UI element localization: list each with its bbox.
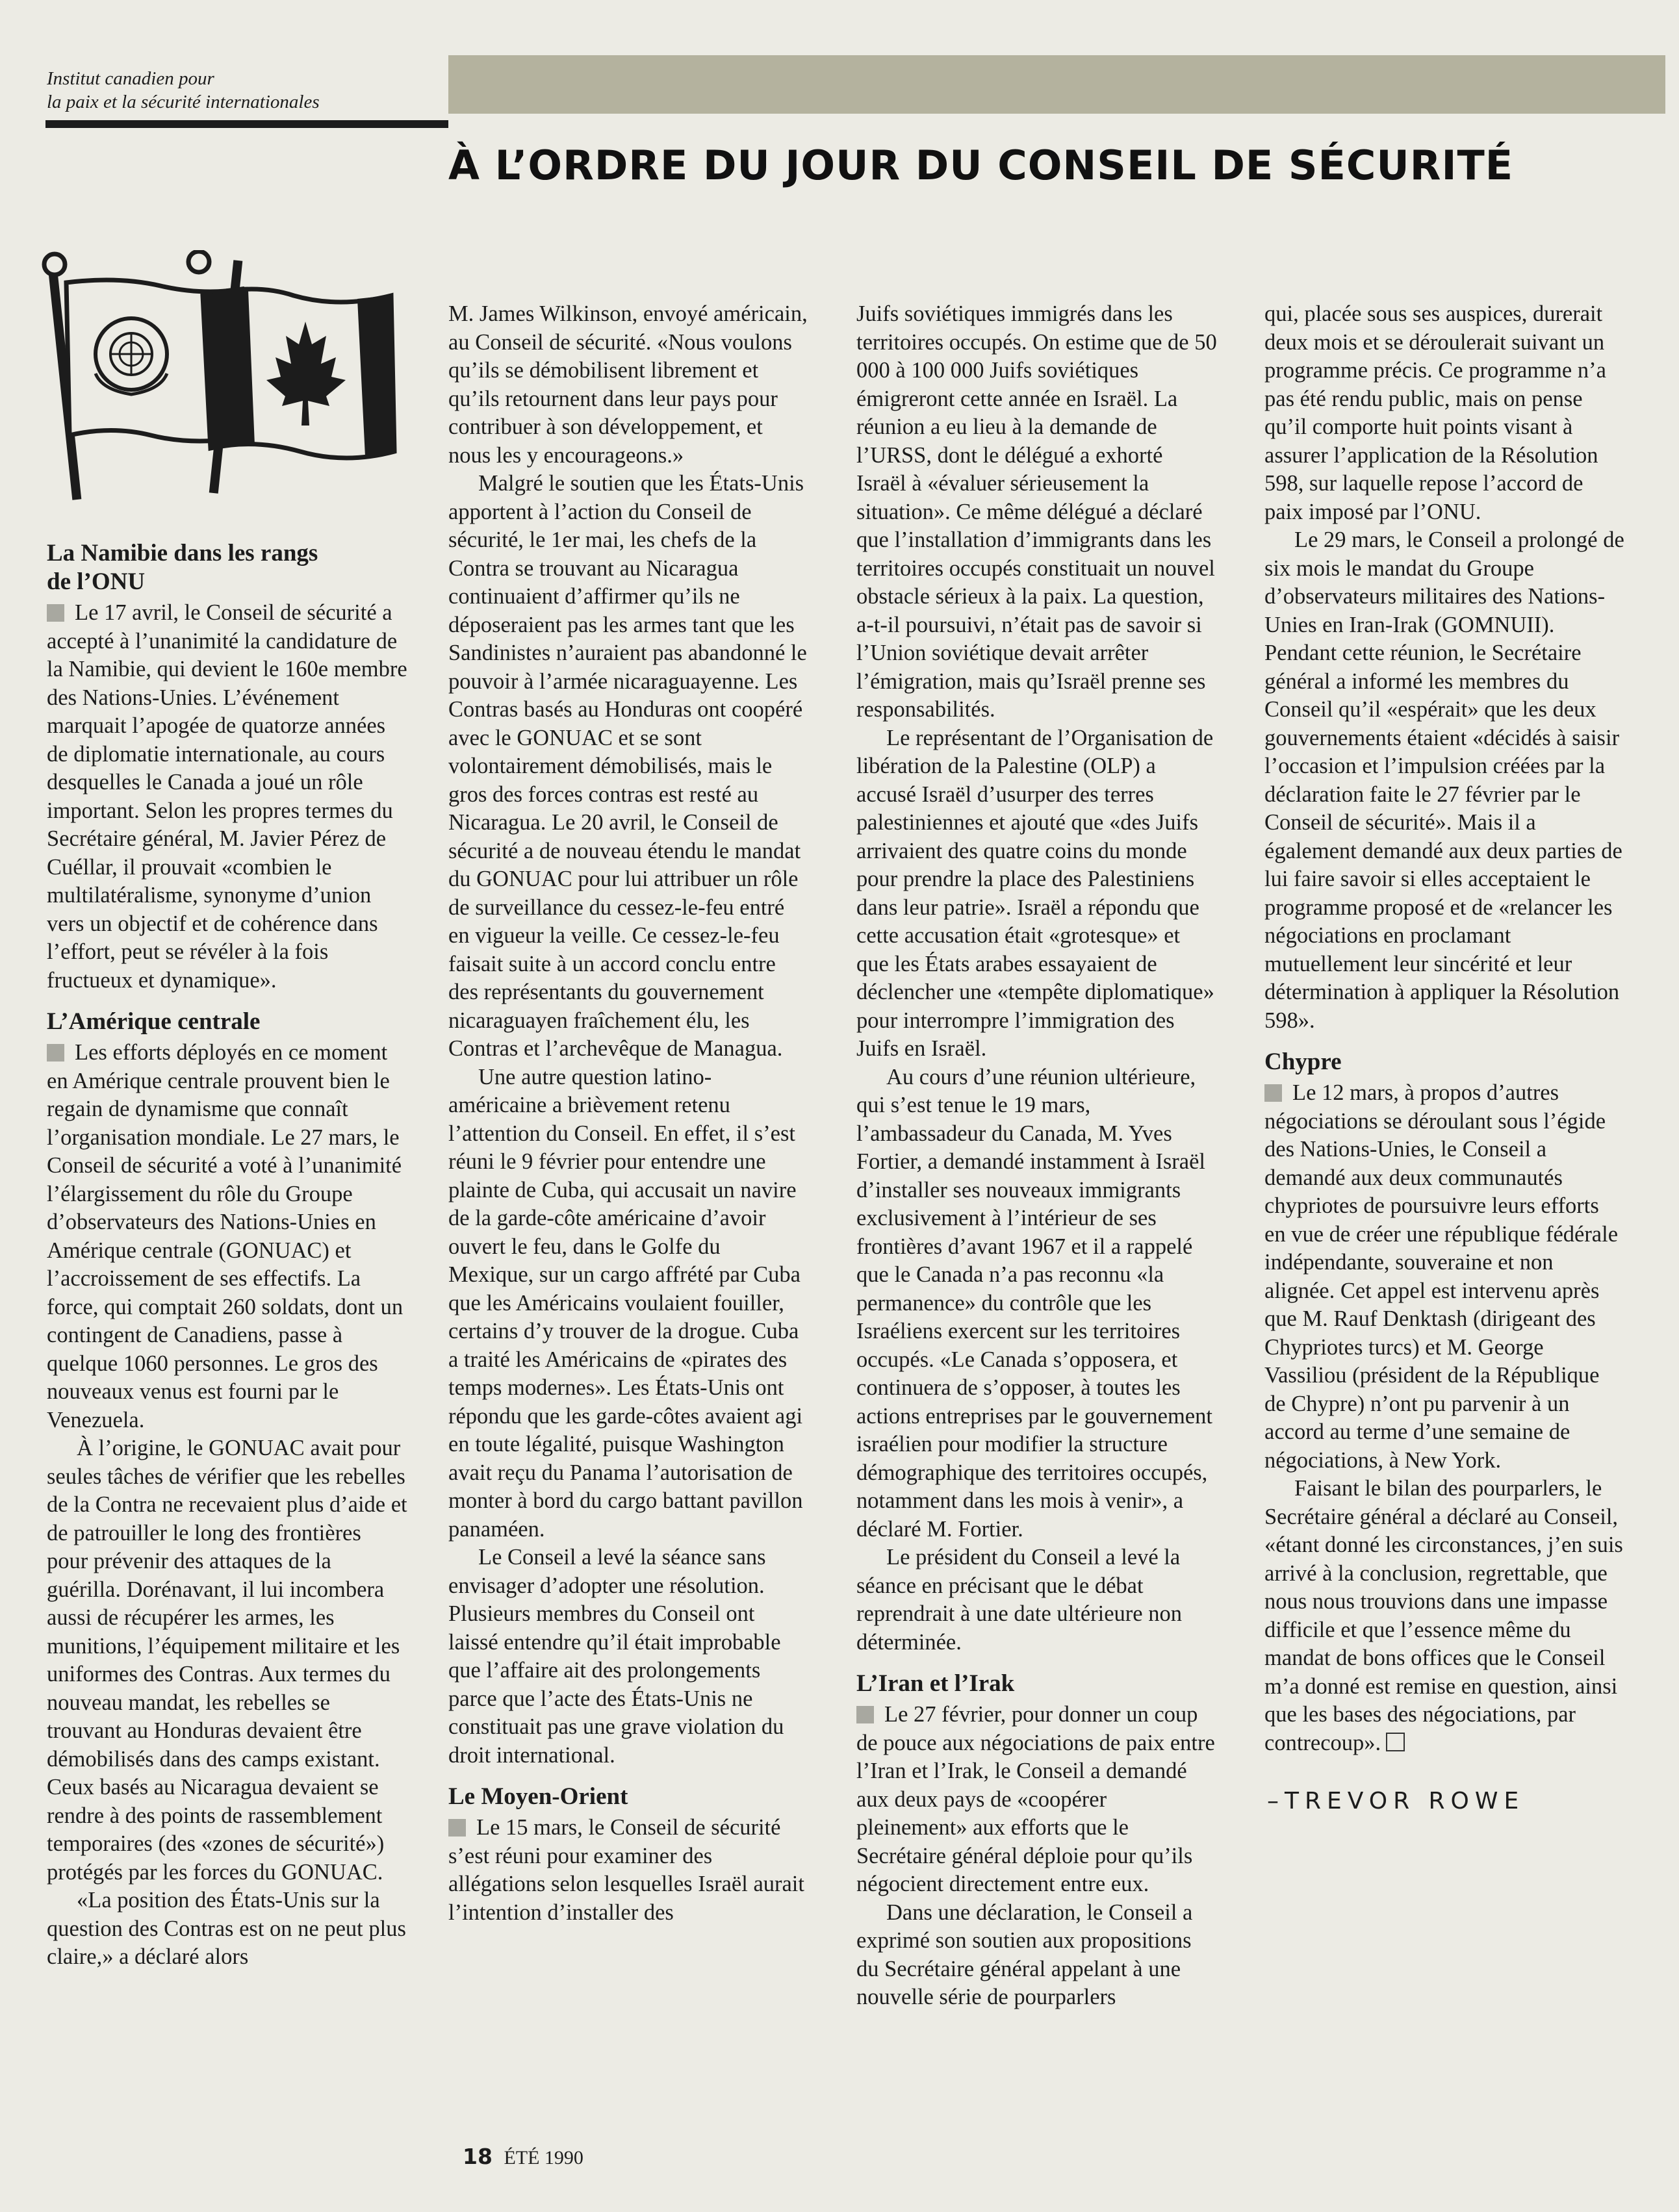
paragraph: Dans une déclaration, le Conseil a exprimé son soutien aux propositions du Secrétaire général appelant à une nouvelle série de pourparlers <box>856 1900 1193 2009</box>
paragraph: Le 29 mars, le Conseil a prolongé de six mois le mandat du Groupe d’observateurs militaires des Nations-Unies en Iran-Irak (GOMNUII). Pendant cette réunion, le Secrétaire général a informé les membres du Conseil qu’il «espérait» que les deux gouvernements étaient «décidés à saisir l’occasion et l’impulsion créées par la déclaration faite le 27 février par le Conseil de sécurité». Mais il a également demandé aux deux parties de lui faire savoir si elles acceptaient le programme proposé et de «relancer les négociations en proclamant mutuellement leur sincérité et leur détermination à appliquer la Résolution 598». <box>1264 528 1624 1033</box>
section-heading-moyen-orient: Le Moyen-Orient <box>448 1783 628 1810</box>
paragraph <box>1264 1079 1625 1475</box>
masthead <box>45 55 1665 130</box>
end-of-article-icon <box>1386 1733 1405 1751</box>
paragraph: qui, placée sous ses auspices, durerait deux mois et se déroulerait suivant un programme précis. Ce programme n’a pas été rendu public, mais on pense qu’il comporte huit points visant à assurer l’application de la Résolution 598, sur laquelle repose l’accord de paix imposé par l’ONU. <box>1264 301 1606 524</box>
paragraph-text: Faisant le bilan des pourparlers, le Secrétaire général a déclaré au Conseil, «étant donné les circonstances, j’en suis arrivé à la conclusion, regrettable, que nous nous trouvions dans une impasse difficile et que l’essence même du mandat de bons offices que le Conseil m’a donné est remise en question, ainsi que les bases des négociations, par contrecoup». <box>1264 1476 1623 1755</box>
paragraph-text: Les efforts déployés en ce moment en Amérique centrale prouvent bien le regain de dynamisme que connaît l’organisation mondiale. Le 27 mars, le Conseil de sécurité a voté à l’unanimité l’élargissement du rôle du Groupe d’observateurs des Nations-Unies en Amérique centrale (GONUAC) et l’accroissement de ses effectifs. La force, qui comptait 260 soldats, dont un contingent de Canadiens, passe à quelque 1060 personnes. Le gros des nouveaux venus est fourni par le Venezuela. <box>47 1040 404 1432</box>
paragraph: Le Conseil a levé la séance sans envisager d’adopter une résolution. Plusieurs membres du Conseil ont laissé entendre qu’il était improbable que l’affaire ait des prolongements parce que l’acte des États-Unis ne constituait pas une grave violation du droit international. <box>448 1545 784 1768</box>
paragraph: Le président du Conseil a levé la séance en précisant que le débat reprendrait à une date ultérieure non déterminée. <box>856 1545 1182 1655</box>
section-heading-iran-irak: L’Iran et l’Irak <box>856 1670 1015 1697</box>
section-marker-icon <box>448 1819 466 1837</box>
paragraph: Une autre question latino-américaine a brièvement retenu l’attention du Conseil. En effet, il s’est réuni le 9 février pour entendre une plainte de Cuba, qui accusait un navire de la garde-côte américaine d’avoir ouvert le feu, dans le Golfe du Mexique, sur un cargo affrété par Cuba que les Américains voulaient fouiller, certains d’y trouver de la drogue. Cuba a traité les Américains de «pirates des temps modernes». Les États-Unis ont répondu que les garde-côtes avaient agi en toute légalité, puisque Washington avait reçu du Panama l’autorisation de monter à bord du cargo battant pavillon panaméen. <box>448 1064 803 1542</box>
paragraph <box>448 1814 809 1927</box>
paragraph: «La position des États-Unis sur la question des Contras est on ne peut plus claire,» a déclaré alors <box>47 1888 406 1969</box>
article-column-3 <box>856 300 1217 2012</box>
paragraph: M. James Wilkinson, envoyé américain, au Conseil de sécurité. «Nous voulons qu’ils se démobilisent librement et qu’ils retournent dans leur pays pour contribuer à son développement, et nous les y encourageons.» <box>448 301 808 468</box>
article-column-1 <box>47 539 407 1972</box>
institute-line-1: Institut canadien pour <box>47 68 214 89</box>
paragraph: Malgré le soutien que les États-Unis apportent à l’action du Conseil de sécurité, le 1er mai, les chefs de la Contra se trouvant au Nicaragua continuaient d’affirmer qu’ils ne déposeraient pas les armes tant que les Sandinistes n’auraient pas abandonné le pouvoir à l’armée nicaraguayenne. Les Contras basés au Honduras ont coopéré avec le GONUAC et se sont volontairement démobilisés, mais le gros des forces contras est resté au Nicaragua. Le 20 avril, le Conseil de sécurité a de nouveau étendu le mandat du GONUAC pour lui attribuer un rôle de surveillance du cessez-le-feu entré en vigueur la veille. Ce cessez-le-feu faisait suite à un accord conclu entre des représentants du gouvernement nicaraguayen fraîchement élu, les Contras et l’archevêque de Managua. <box>448 471 807 1061</box>
heading-line-2: de l’ONU <box>47 568 146 595</box>
institute-line-2: la paix et la sécurité internationales <box>47 92 320 112</box>
paragraph-text: Le 15 mars, le Conseil de sécurité s’est réuni pour examiner des allégations selon lesquelles Israël aurait l’intention d’installer des <box>448 1815 804 1925</box>
paragraph-text: Le 27 février, pour donner un coup de pouce aux négociations de paix entre l’Iran et l’Irak, le Conseil a demandé aux deux pays de «coopérer pleinement» aux efforts que le Secrétaire général déploie pour qu’ils négocient directement entre eux. <box>856 1702 1215 1896</box>
section-marker-icon <box>47 604 64 622</box>
header-rule <box>45 120 448 128</box>
paragraph <box>47 599 407 995</box>
heading-line-1: La Namibie dans les rangs <box>47 540 318 566</box>
header-bar <box>448 55 1665 114</box>
article-column-2 <box>448 300 809 1927</box>
section-heading-chypre: Chypre <box>1264 1049 1342 1075</box>
paragraph: Au cours d’une réunion ultérieure, qui s’est tenue le 19 mars, l’ambassadeur du Canada, M. Yves Fortier, a demandé instamment à Israël d’installer ses nouveaux immigrants exclusivement à l’intérieur de ses frontières d’avant 1967 et il a rappelé que le Canada n’a pas reconnu «la permanence» du contrôle que les Israéliens exercent sur les territoires occupés. «Le Canada s’opposera, et continuera de s’opposer, à toutes les actions entreprises par le gouvernement israélien pour modifier la structure démographique des territoires occupés, notamment dans les mois à venir», a déclaré M. Fortier. <box>856 1064 1212 1542</box>
un-and-canada-flags-icon <box>40 250 424 510</box>
issue-label: ÉTÉ 1990 <box>504 2147 583 2168</box>
paragraph-text: Le 12 mars, à propos d’autres négociations se déroulant sous l’égide des Nations-Unies, le Conseil a demandé aux deux communautés chypriotes de poursuivre leurs efforts en vue de créer une république fédérale indépendante, souveraine et non alignée. Cet appel est intervenu après que M. Rauf Denktash (dirigeant des Chypriotes turcs) et M. George Vassiliou (président de la République de Chypre) n’ont pu parvenir à un accord au terme d’une semaine de négociations, à New York. <box>1264 1080 1619 1473</box>
article-column-4 <box>1264 300 1625 1816</box>
paragraph <box>856 1701 1217 1899</box>
author-byline: –TREVOR ROWE <box>1267 1788 1525 1814</box>
section-heading-amerique-centrale: L’Amérique centrale <box>47 1008 261 1035</box>
section-marker-icon <box>47 1044 64 1062</box>
paragraph <box>1264 1475 1625 1757</box>
paragraph: Juifs soviétiques immigrés dans les territoires occupés. On estime que de 50 000 à 100 000 Juifs soviétiques émigreront cette année en Israël. La réunion a eu lieu à la demande de l’URSS, dont le délégué a exhorté Israël à «évaluer sérieusement la situation». Ce même délégué a déclaré que l’installation d’immigrants dans les territoires occupés constituait un nouvel obstacle sérieux à la paix. La question, a-t-il poursuivi, n’était pas de savoir si l’Union soviétique devait arrêter l’émigration, mais qu’Israël prenne ses responsabilités. <box>856 301 1217 722</box>
section-marker-icon <box>1264 1084 1282 1102</box>
paragraph-text: Le 17 avril, le Conseil de sécurité a accepté à l’unanimité la candidature de la Namibie, qui devient le 160e membre des Nations-Unies. L’événement marquait l’apogée de quatorze années de diplomatie internationale, au cours desquelles le Canada a joué un rôle important. Selon les propres termes du Secrétaire général, M. Javier Pérez de Cuéllar, il prouvait «combien le multilatéralisme, synonyme d’union vers un objectif et de cohérence dans l’effort, peut se révéler à la fois fructueux et dynamique». <box>47 600 407 993</box>
page-footer <box>463 2144 583 2169</box>
paragraph: Le représentant de l’Organisation de libération de la Palestine (OLP) a accusé Israël d’usurper des terres palestiniennes et ajouté que «des Juifs arrivaient des quatre coins du monde pour prendre la place des Palestiniens dans leur patrie». Israël a répondu que cette accusation était «grotesque» et que les États arabes essayaient de déclencher une «tempête diplomatique» pour interrompre l’immigration des Juifs en Israël. <box>856 725 1214 1061</box>
page-title: À L’ORDRE DU JOUR DU CONSEIL DE SÉCURITÉ <box>448 142 1514 189</box>
institute-name <box>45 55 448 130</box>
paragraph <box>47 1039 407 1434</box>
section-heading-namibie <box>47 539 407 596</box>
section-marker-icon <box>856 1706 874 1723</box>
page-number: 18 <box>463 2144 493 2169</box>
paragraph: À l’origine, le GONUAC avait pour seules tâches de vérifier que les rebelles de la Contra ne recevaient plus d’aide et de patrouiller le long des frontières pour prévenir des attaques de la guérilla. Dorénavant, il lui incombera aussi de récupérer les armes, les munitions, l’équipement militaire et les uniformes des Contras. Aux termes du nouveau mandat, les rebelles se trouvant au Honduras devaient être démobilisés dans des camps existant. Ceux basés au Nicaragua devaient se rendre à des points de rassemblement temporaires (des «zones de sécurité») protégés par les forces du GONUAC. <box>47 1436 407 1885</box>
